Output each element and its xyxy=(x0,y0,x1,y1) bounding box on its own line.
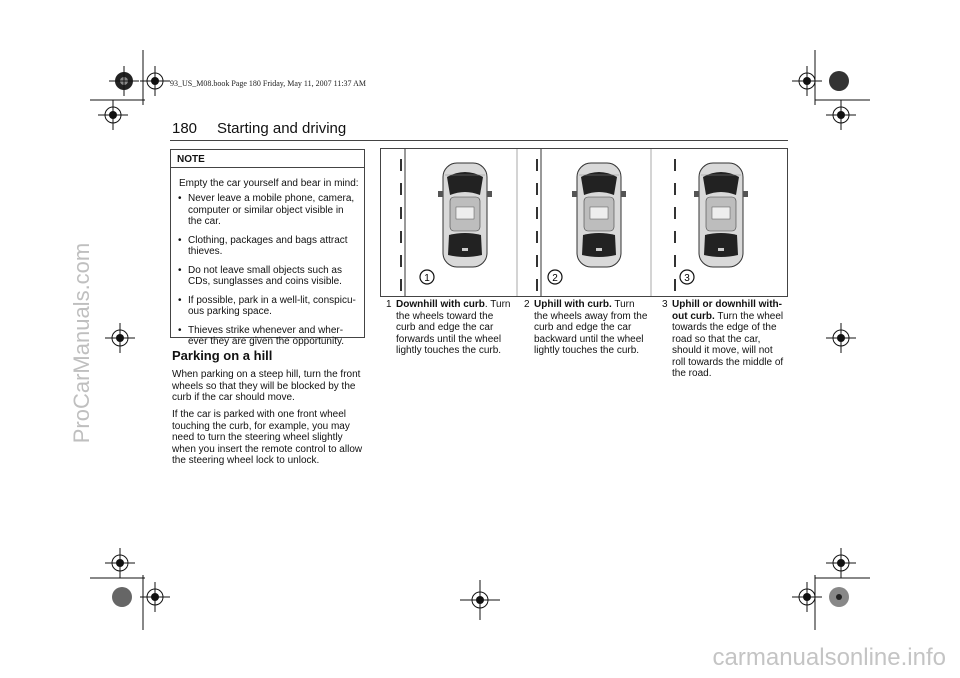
marker-2: 2 xyxy=(552,273,558,284)
watermark-bottom: carmanualsonline.info xyxy=(712,644,946,671)
crosshair-icon xyxy=(140,582,170,612)
book-info-line: 93_US_M08.book Page 180 Friday, May 11, 2007 11:37 AM xyxy=(170,79,366,88)
crosshair-icon xyxy=(107,582,137,612)
crosshair-icon xyxy=(792,582,822,612)
list-item: • Thieves strike whenever and wher-ever they are given the opportunity. xyxy=(178,324,345,347)
list-item: • Never leave a mobile phone, camera, computer or similar object visible in the car. xyxy=(178,193,355,227)
list-item: • Do not leave small objects such as CDs, sunglasses and coins visible. xyxy=(178,264,342,287)
list-item: • Clothing, packages and bags attract thieves. xyxy=(178,234,348,257)
cars-diagram xyxy=(381,149,787,296)
crosshair-icon xyxy=(105,548,135,578)
parking-paragraph-1: When parking on a steep hill, turn the front wheels so that they will be blocked by the curb if the car should move. xyxy=(172,369,361,404)
crosshair-icon xyxy=(826,100,856,130)
crosshair-icon xyxy=(824,66,854,96)
crosshair-icon xyxy=(105,323,135,353)
marker-3: 3 xyxy=(684,273,690,284)
section-title: Starting and driving xyxy=(217,120,347,137)
crosshair-icon xyxy=(826,548,856,578)
crosshair-icon xyxy=(460,580,500,620)
note-box xyxy=(170,149,365,347)
note-title: NOTE xyxy=(171,150,364,168)
list-item: • If possible, park in a well-lit, conspicu-ous parking space. xyxy=(178,294,356,317)
parking-paragraph-2: If the car is parked with one front wheel touching the curb, for example, you may need to turn the steering wheel slightly when you insert the remote control to allow the steering wheel lock to unlock. xyxy=(172,409,363,467)
note-intro: Empty the car yourself and bear in mind: xyxy=(179,178,359,189)
parking-illustration xyxy=(380,148,788,297)
car-2 xyxy=(572,163,626,267)
crosshair-icon xyxy=(140,66,170,96)
crosshair-icon xyxy=(826,323,856,353)
header-rule xyxy=(170,140,788,141)
crosshair-icon xyxy=(824,582,854,612)
car-3 xyxy=(694,163,748,267)
marker-1: 1 xyxy=(424,273,430,284)
page-number: 180 xyxy=(172,120,198,137)
crosshair-icon xyxy=(109,66,139,96)
watermark-left: ProCarManuals.com xyxy=(69,242,94,444)
crosshair-icon xyxy=(98,100,128,130)
crosshair-icon xyxy=(792,66,822,96)
car-1 xyxy=(438,163,492,267)
note-list xyxy=(177,193,359,355)
parking-heading: Parking on a hill xyxy=(172,348,273,363)
